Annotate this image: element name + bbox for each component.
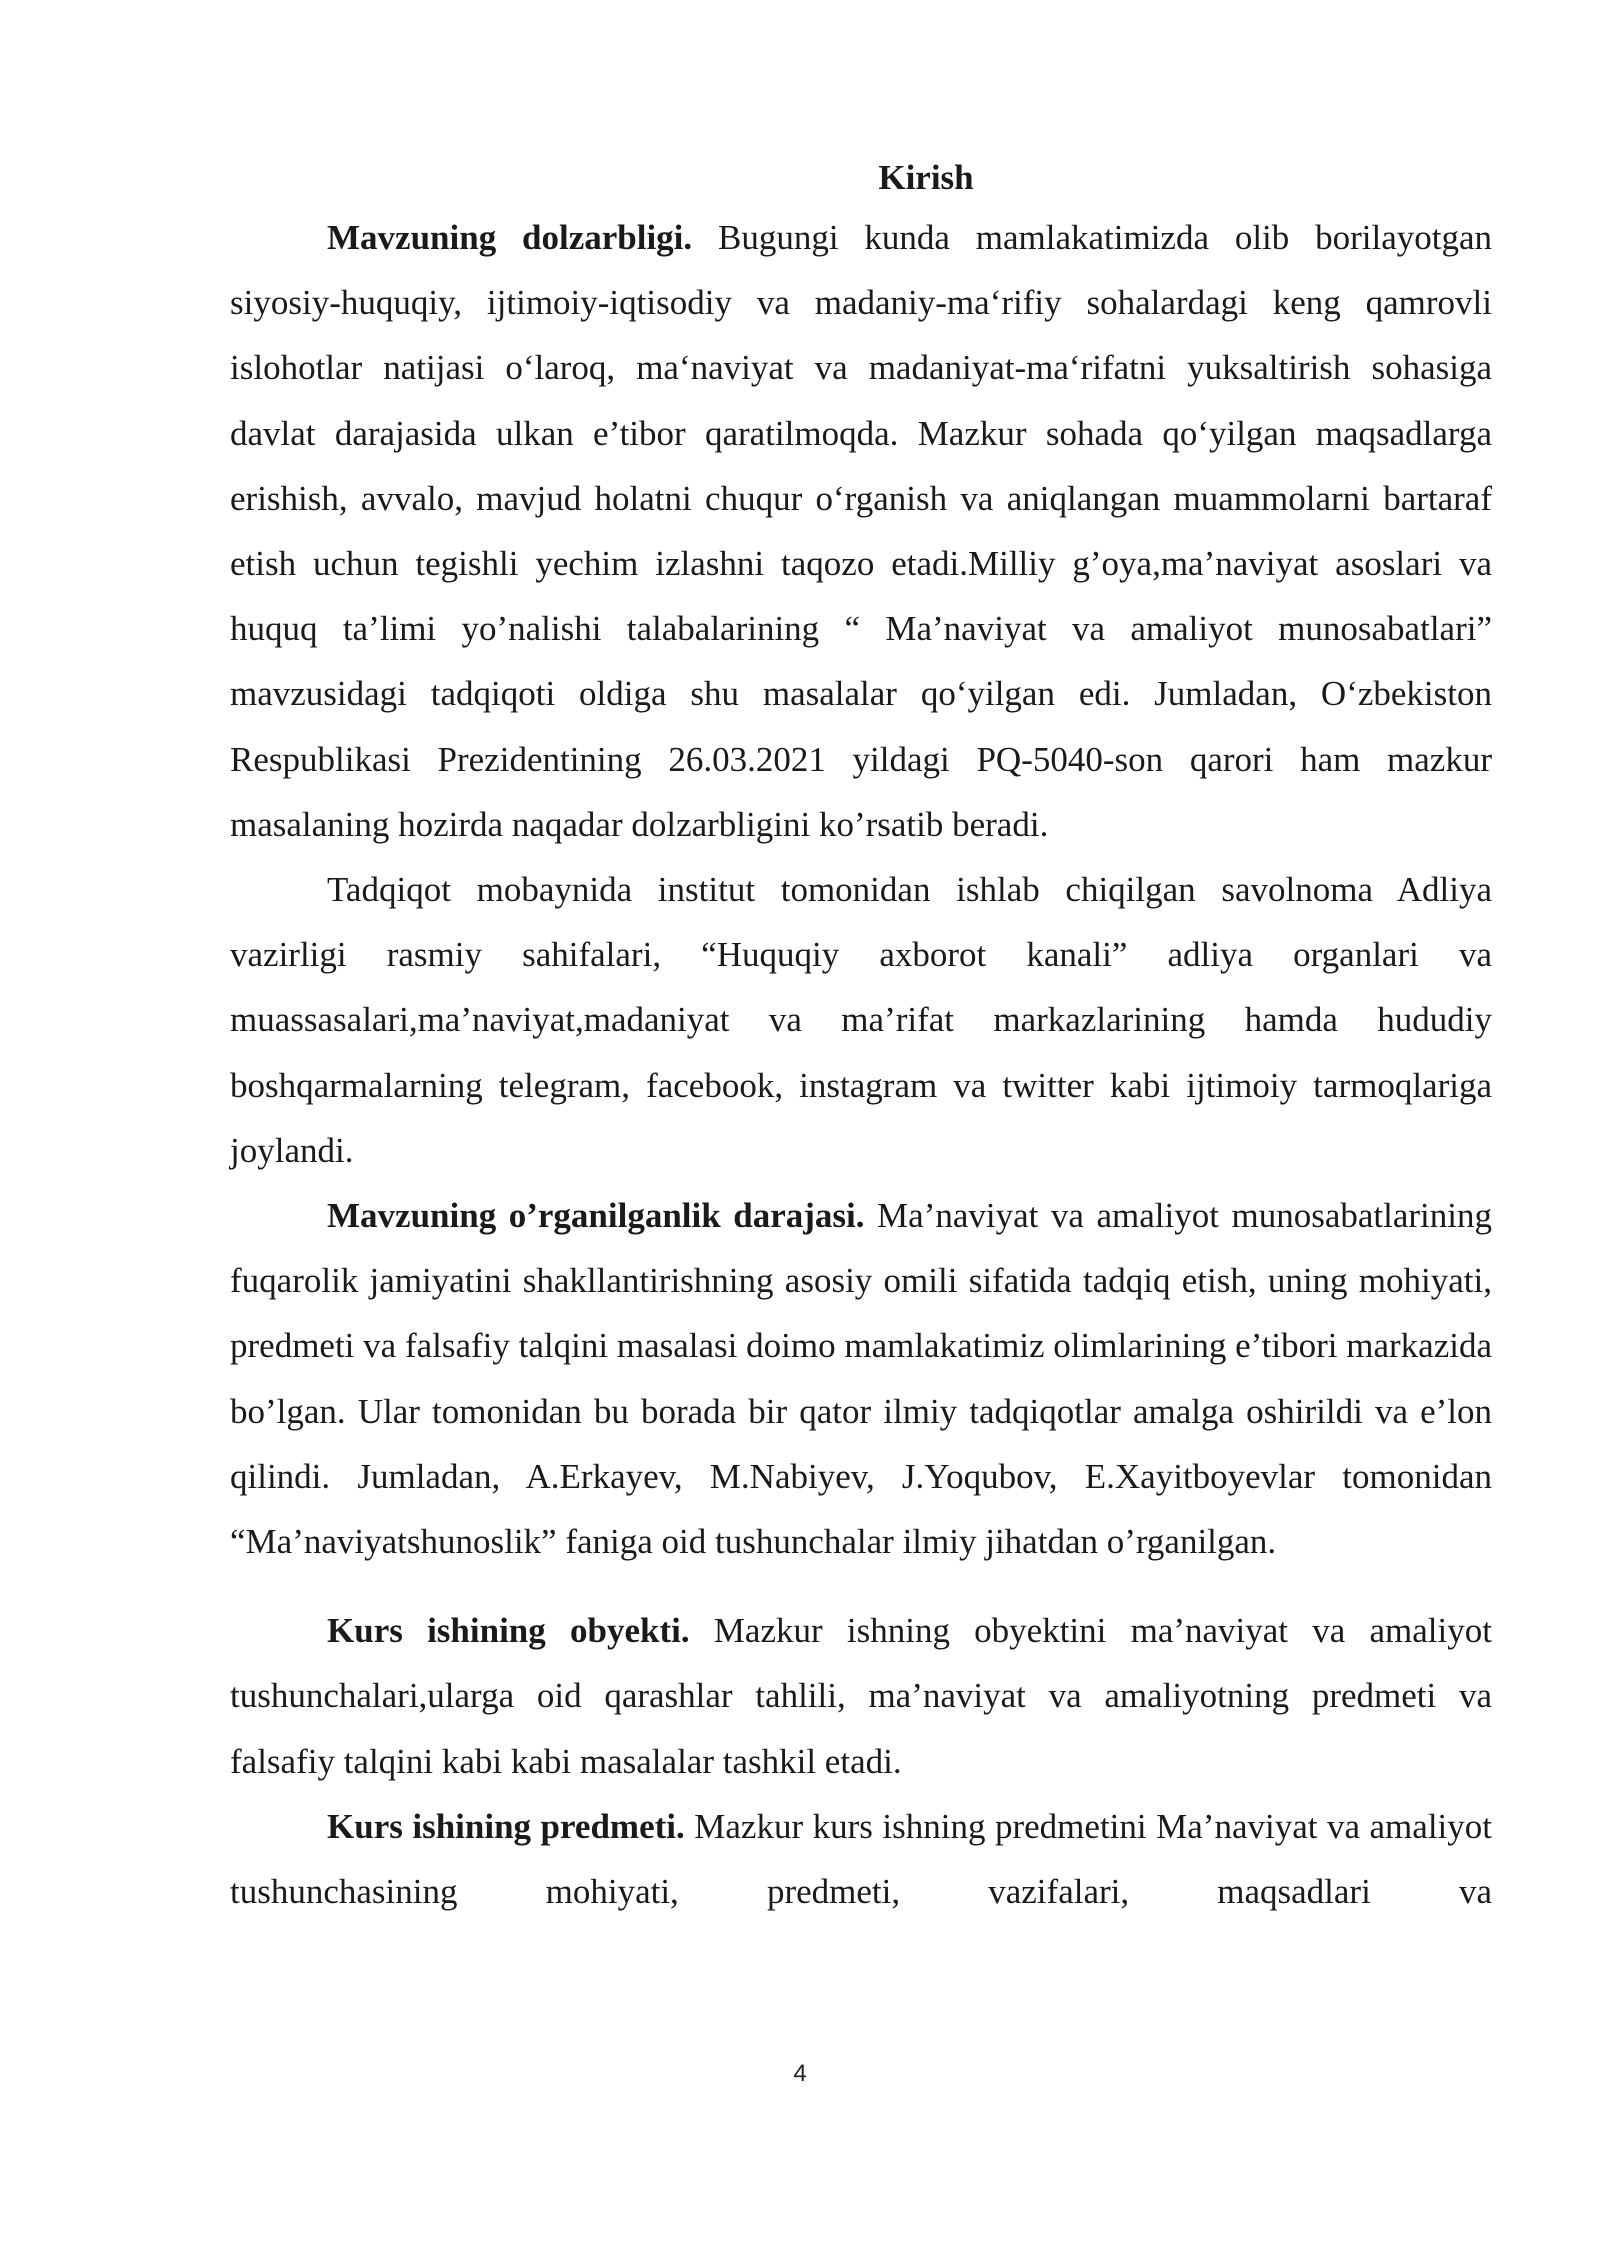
paragraph-text: Mazkur ishning obyektini ma’naviyat va amaliyot tushunchalari,ularga oid qarashlar tahlili, ma’naviyat va amaliyotning predmeti va falsafiy talqini kabi kabi masalalar tashkil etadi. (230, 1611, 1492, 1781)
paragraph-lead: Mavzuning o’rganilganlik darajasi. (327, 1196, 865, 1236)
paragraph-text: Ma’naviyat va amaliyot munosabatlarining fuqarolik jamiyatini shakllantirishning asosiy omili sifatida tadqiq etish, uning mohiyati, predmeti va falsafiy talqini masalasi doimo mamlakatimiz olimlarining e’tibori markazida bo’lgan. Ular tomonidan bu borada bir qator ilmiy tadqiqotlar amalga oshirildi va e’lon qilindi. Jumladan, A.Erkayev, M.Nabiyev, J.Yoqubov, E.Xayitboyevlar tomonidan “Ma’naviyatshunoslik” faniga oid tushunchalar ilmiy jihatdan o’rganilgan. (230, 1196, 1492, 1562)
paragraph-text: Bugungi kunda mamlakatimizda olib borilayotgan siyosiy-huquqiy, ijtimoiy-iqtisodiy va madaniy-ma‘rifiy sohalardagi keng qamrovli islohotlar natijasi o‘laroq, ma‘naviyat va madaniyat-ma‘rifatni yuksaltirish sohasiga davlat darajasida ulkan e’tibor qaratilmoqda. Mazkur sohada qo‘yilgan maqsadlarga erishish, avvalo, mavjud holatni chuqur o‘rganish va aniqlangan muammolarni bartaraf etish uchun tegishli yechim izlashni taqozo etadi.Milliy g’oya,ma’naviyat asoslari va huquq ta’limi yo’nalishi talabalarining “ Ma’naviyat va amaliyot munosabatlari” mavzusidagi tadqiqoti oldiga shu masalalar qo‘yilgan edi. Jumladan, O‘zbekiston Respublikasi Prezidentining 26.03.2021 yildagi PQ-5040-son qarori ham mazkur masalaning hozirda naqadar dolzarbligini ko’rsatib beradi. (230, 218, 1492, 844)
paragraph-object (230, 1598, 1492, 1794)
paragraph-study-level (230, 1183, 1492, 1574)
paragraph-relevance (230, 205, 1492, 857)
page-title: Kirish (878, 158, 974, 197)
paragraph-lead: Kurs ishining obyekti. (327, 1611, 690, 1651)
paragraph-spacer (230, 1574, 1492, 1598)
paragraph-text: Mazkur kurs ishning predmetini Ma’naviyat va amaliyot tushunchasining mohiyati, predmeti, vazifalari, maqsadlari va (230, 1806, 1492, 1912)
page-number: 4 (793, 2060, 807, 2087)
paragraph-text: Tadqiqot mobaynida institut tomonidan ishlab chiqilgan savolnoma Adliya vazirligi rasmiy sahifalari, “Huquqiy axborot kanali” adliya organlari va muassasalari,ma’naviyat,madaniyat va ma’rifat markazlarining hamda hududiy boshqarmalarning telegram, facebook, instagram va twitter kabi ijtimoiy tarmoqlariga joylandi. (230, 870, 1492, 1170)
paragraph-subject (230, 1794, 1492, 1924)
paragraph-research-process (230, 857, 1492, 1183)
page-body (230, 150, 1492, 1924)
paragraph-lead: Kurs ishining predmeti. (327, 1806, 685, 1846)
paragraph-lead: Mavzuning dolzarbligi. (327, 218, 693, 257)
